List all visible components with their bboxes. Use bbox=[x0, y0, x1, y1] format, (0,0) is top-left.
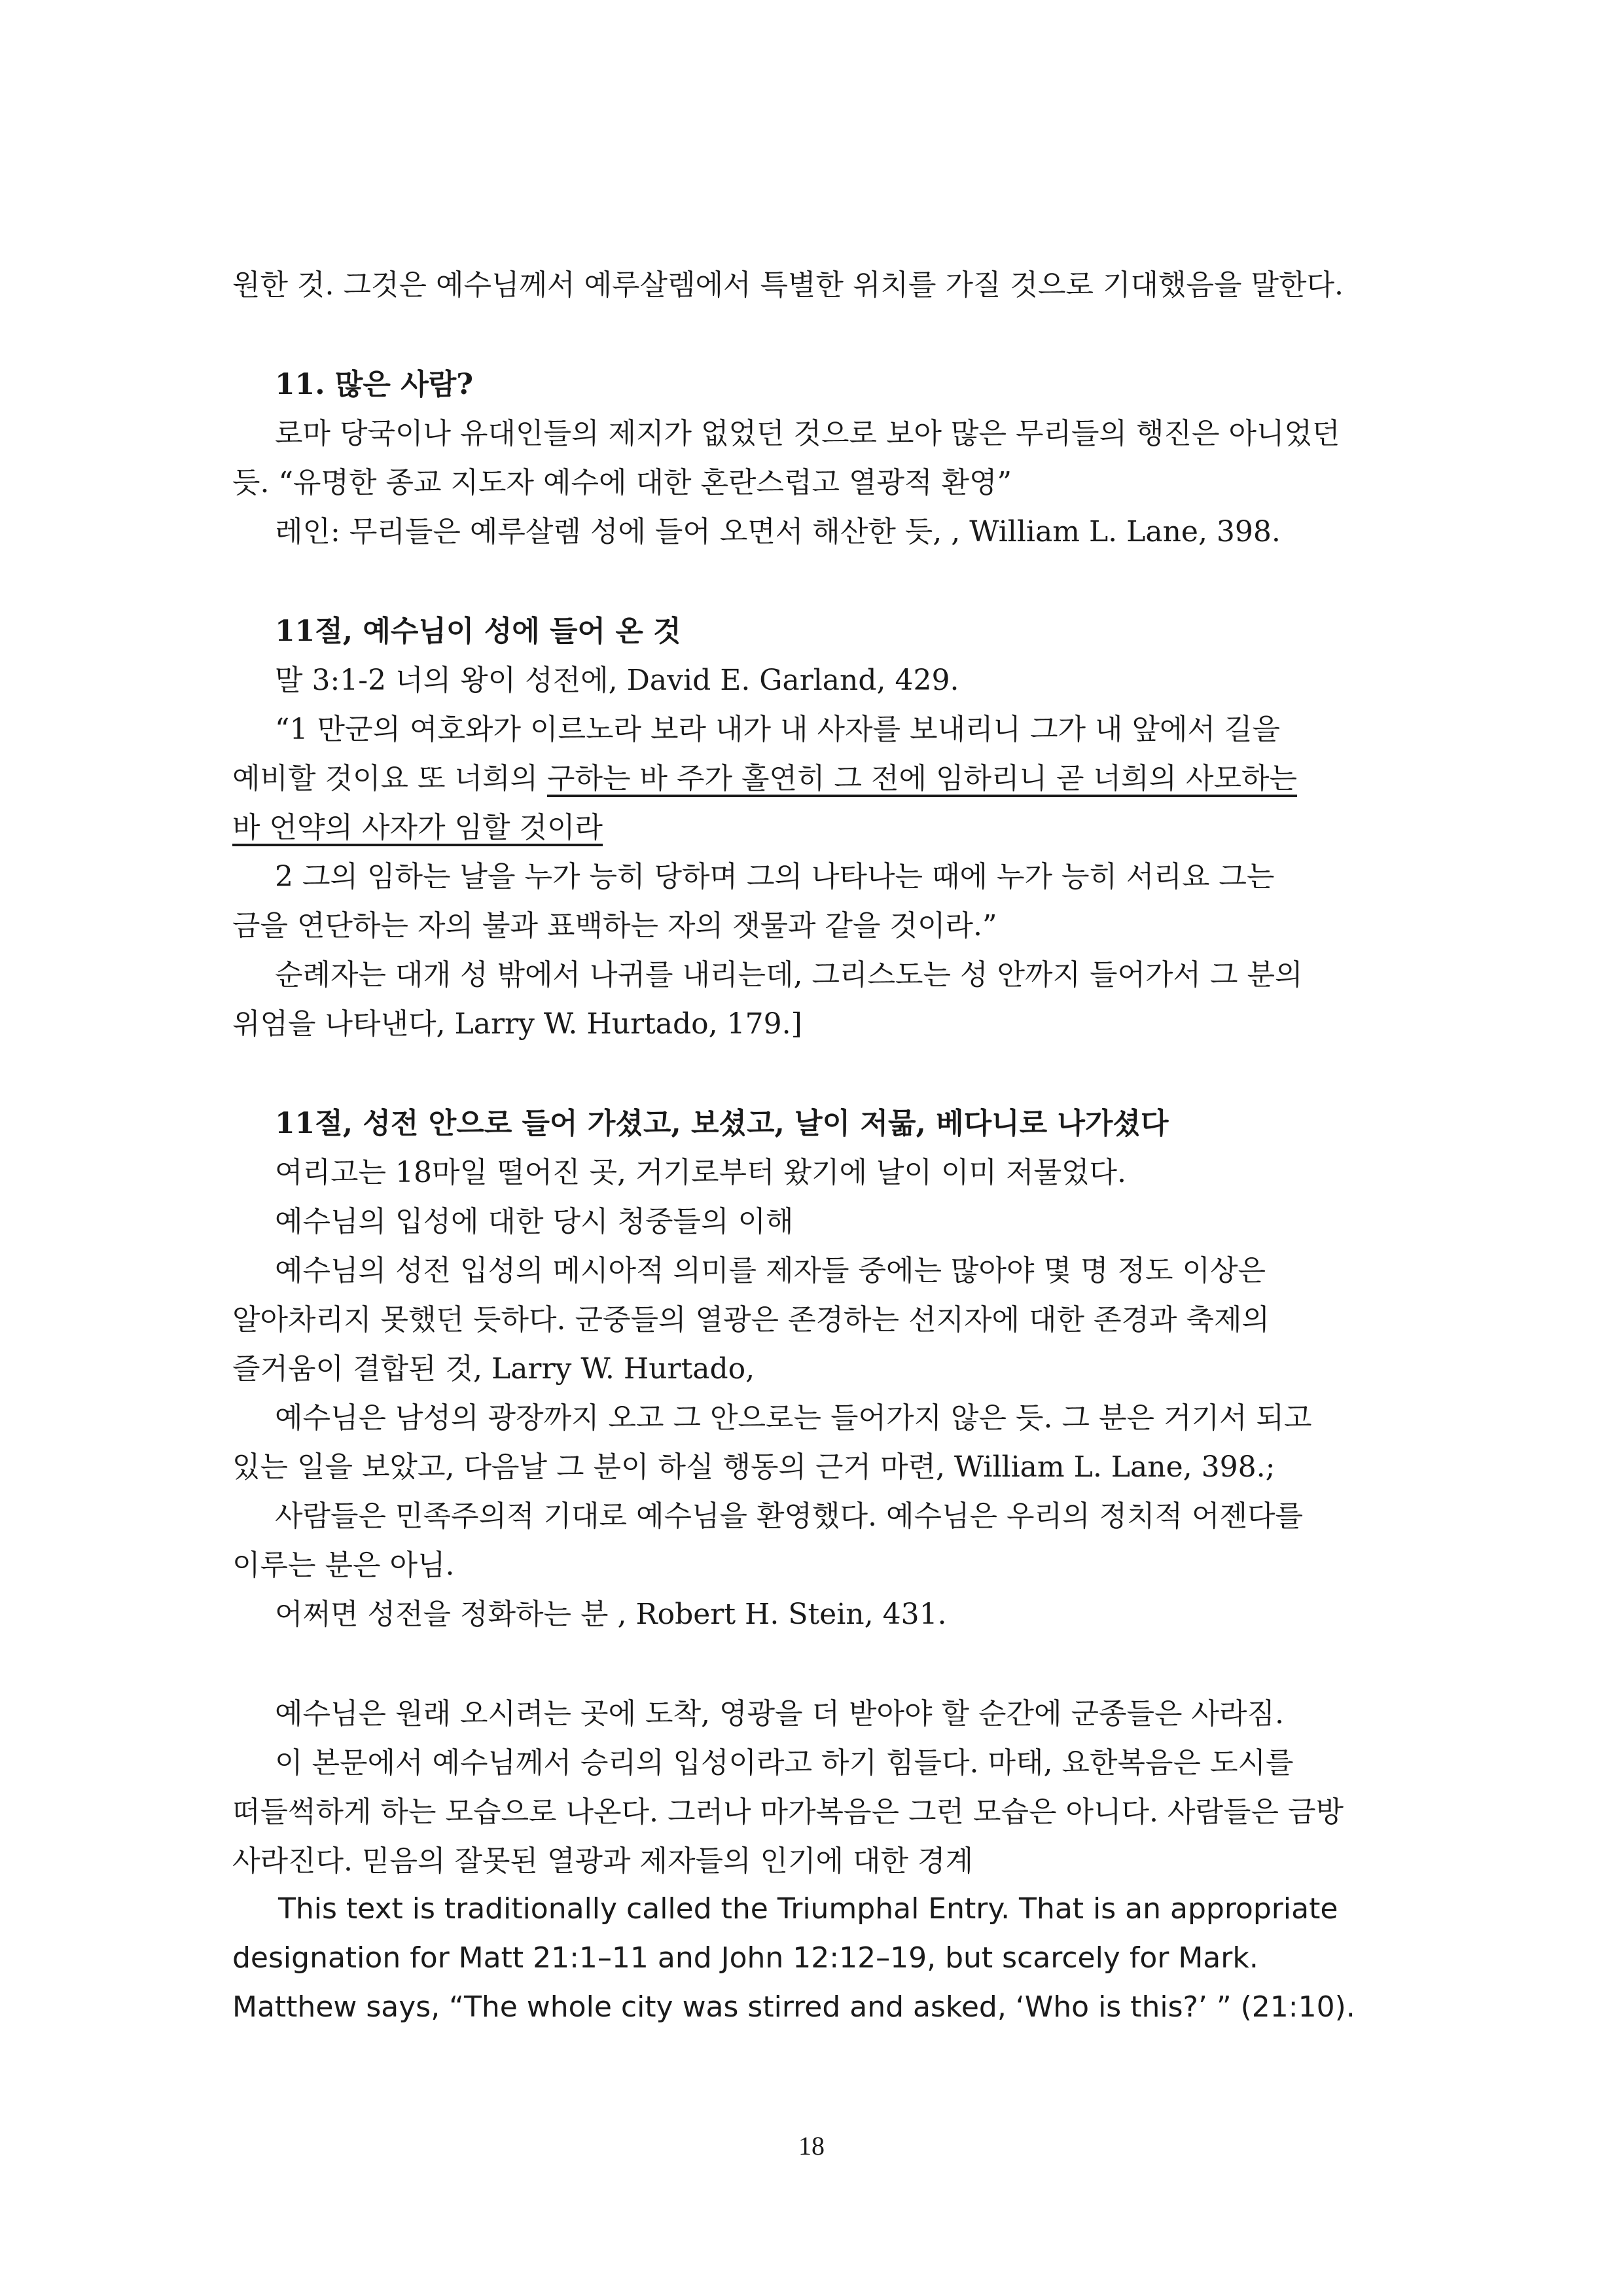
underlined-text: 구하는 바 주가 홀연히 그 전에 임하리니 곧 너희의 사모하는 bbox=[546, 762, 1297, 795]
paragraph-line: 즐거움이 결합된 것, Larry W. Hurtado, bbox=[232, 1352, 755, 1386]
section-heading: 11. 많은 사람? bbox=[275, 368, 473, 401]
paragraph-line: 말 3:1-2 너의 왕이 성전에, David E. Garland, 429. bbox=[275, 664, 959, 697]
paragraph-line: 예수님의 성전 입성의 메시아적 의미를 제자들 중에는 많아야 몇 명 정도 이상은 bbox=[275, 1254, 1266, 1287]
section-heading: 11절, 성전 안으로 들어 가셨고, 보셨고, 날이 저묾, 베다니로 나가셨다 bbox=[275, 1107, 1169, 1140]
quote-line: 2 그의 임하는 날을 누가 능히 당하며 그의 나타나는 때에 누가 능히 서리요 그는 bbox=[275, 860, 1275, 893]
paragraph-line: 이루는 분은 아님. bbox=[232, 1549, 455, 1582]
paragraph-line: 순례자는 대개 성 밖에서 나귀를 내리는데, 그리스도는 성 안까지 들어가서 그 분의 bbox=[275, 958, 1303, 992]
paragraph-line: 예수님은 원래 오시려는 곳에 도착, 영광을 더 받아야 할 순간에 군종들은 사라짐. bbox=[275, 1697, 1284, 1731]
paragraph-line: 위엄을 나타낸다, Larry W. Hurtado, 179.] bbox=[232, 1007, 802, 1041]
paragraph-line: 듯. “유명한 종교 지도자 예수에 대한 혼란스럽고 열광적 환영” bbox=[232, 466, 1012, 499]
quote-line bbox=[232, 761, 1297, 797]
page-number: 18 bbox=[798, 2131, 825, 2161]
paragraph-line: 사람들은 민족주의적 기대로 예수님을 환영했다. 예수님은 우리의 정치적 어젠다를 bbox=[275, 1499, 1304, 1533]
section-heading: 11절, 예수님이 성에 들어 온 것 bbox=[275, 615, 681, 648]
paragraph-line: 있는 일을 보았고, 다음날 그 분이 하실 행동의 근거 마련, William L. Lane, 398.; bbox=[232, 1450, 1275, 1484]
paragraph-line: 어쩌면 성전을 정화하는 분 , Robert H. Stein, 431. bbox=[275, 1598, 947, 1631]
quote-line: “1 만군의 여호와가 이르노라 보라 내가 내 사자를 보내리니 그가 내 앞에서 길을 bbox=[275, 713, 1280, 746]
paragraph-line: 예수님은 남성의 광장까지 오고 그 안으로는 들어가지 않은 듯. 그 분은 거기서 되고 bbox=[275, 1401, 1312, 1435]
paragraph-line: 이 본문에서 예수님께서 승리의 입성이라고 하기 힘들다. 마태, 요한복음은 도시를 bbox=[275, 1746, 1294, 1780]
english-quote-line: This text is traditionally called the Triumphal Entry. That is an appropriate bbox=[278, 1892, 1338, 1926]
english-quote-line: designation for Matt 21:1–11 and John 12:12–19, but scarcely for Mark. bbox=[232, 1941, 1258, 1975]
paragraph-line: 사라진다. 믿음의 잘못된 열광과 제자들의 인기에 대한 경계 bbox=[232, 1844, 973, 1878]
paragraph-line: 떠들썩하게 하는 모습으로 나온다. 그러나 마가복음은 그런 모습은 아니다. 사람들은 금방 bbox=[232, 1795, 1344, 1829]
english-quote-line: Matthew says, “The whole city was stirred and asked, ‘Who is this?’ ” (21:10). bbox=[232, 1990, 1355, 2024]
paragraph-line: 로마 당국이나 유대인들의 제지가 없었던 것으로 보아 많은 무리들의 행진은 아니었던 bbox=[275, 417, 1340, 450]
quote-line: 금을 연단하는 자의 불과 표백하는 자의 잿물과 같을 것이라.” bbox=[232, 909, 997, 942]
paragraph-line: 여리고는 18마일 떨어진 곳, 거기로부터 왔기에 날이 이미 저물었다. bbox=[275, 1156, 1126, 1189]
paragraph-line: 예수님의 입성에 대한 당시 청중들의 이해 bbox=[275, 1205, 794, 1238]
paragraph-line: 원한 것. 그것은 예수님께서 예루살렘에서 특별한 위치를 가질 것으로 기대했음을 말한다. bbox=[232, 268, 1344, 302]
quote-text: 예비할 것이요 또 너희의 bbox=[232, 762, 547, 795]
paragraph-line: 레인: 무리들은 예루살렘 성에 들어 오면서 해산한 듯, , William L. Lane, 398. bbox=[275, 515, 1281, 548]
underlined-text: 바 언약의 사자가 임할 것이라 bbox=[232, 811, 603, 844]
paragraph-line: 알아차리지 못했던 듯하다. 군중들의 열광은 존경하는 선지자에 대한 존경과 축제의 bbox=[232, 1303, 1270, 1336]
